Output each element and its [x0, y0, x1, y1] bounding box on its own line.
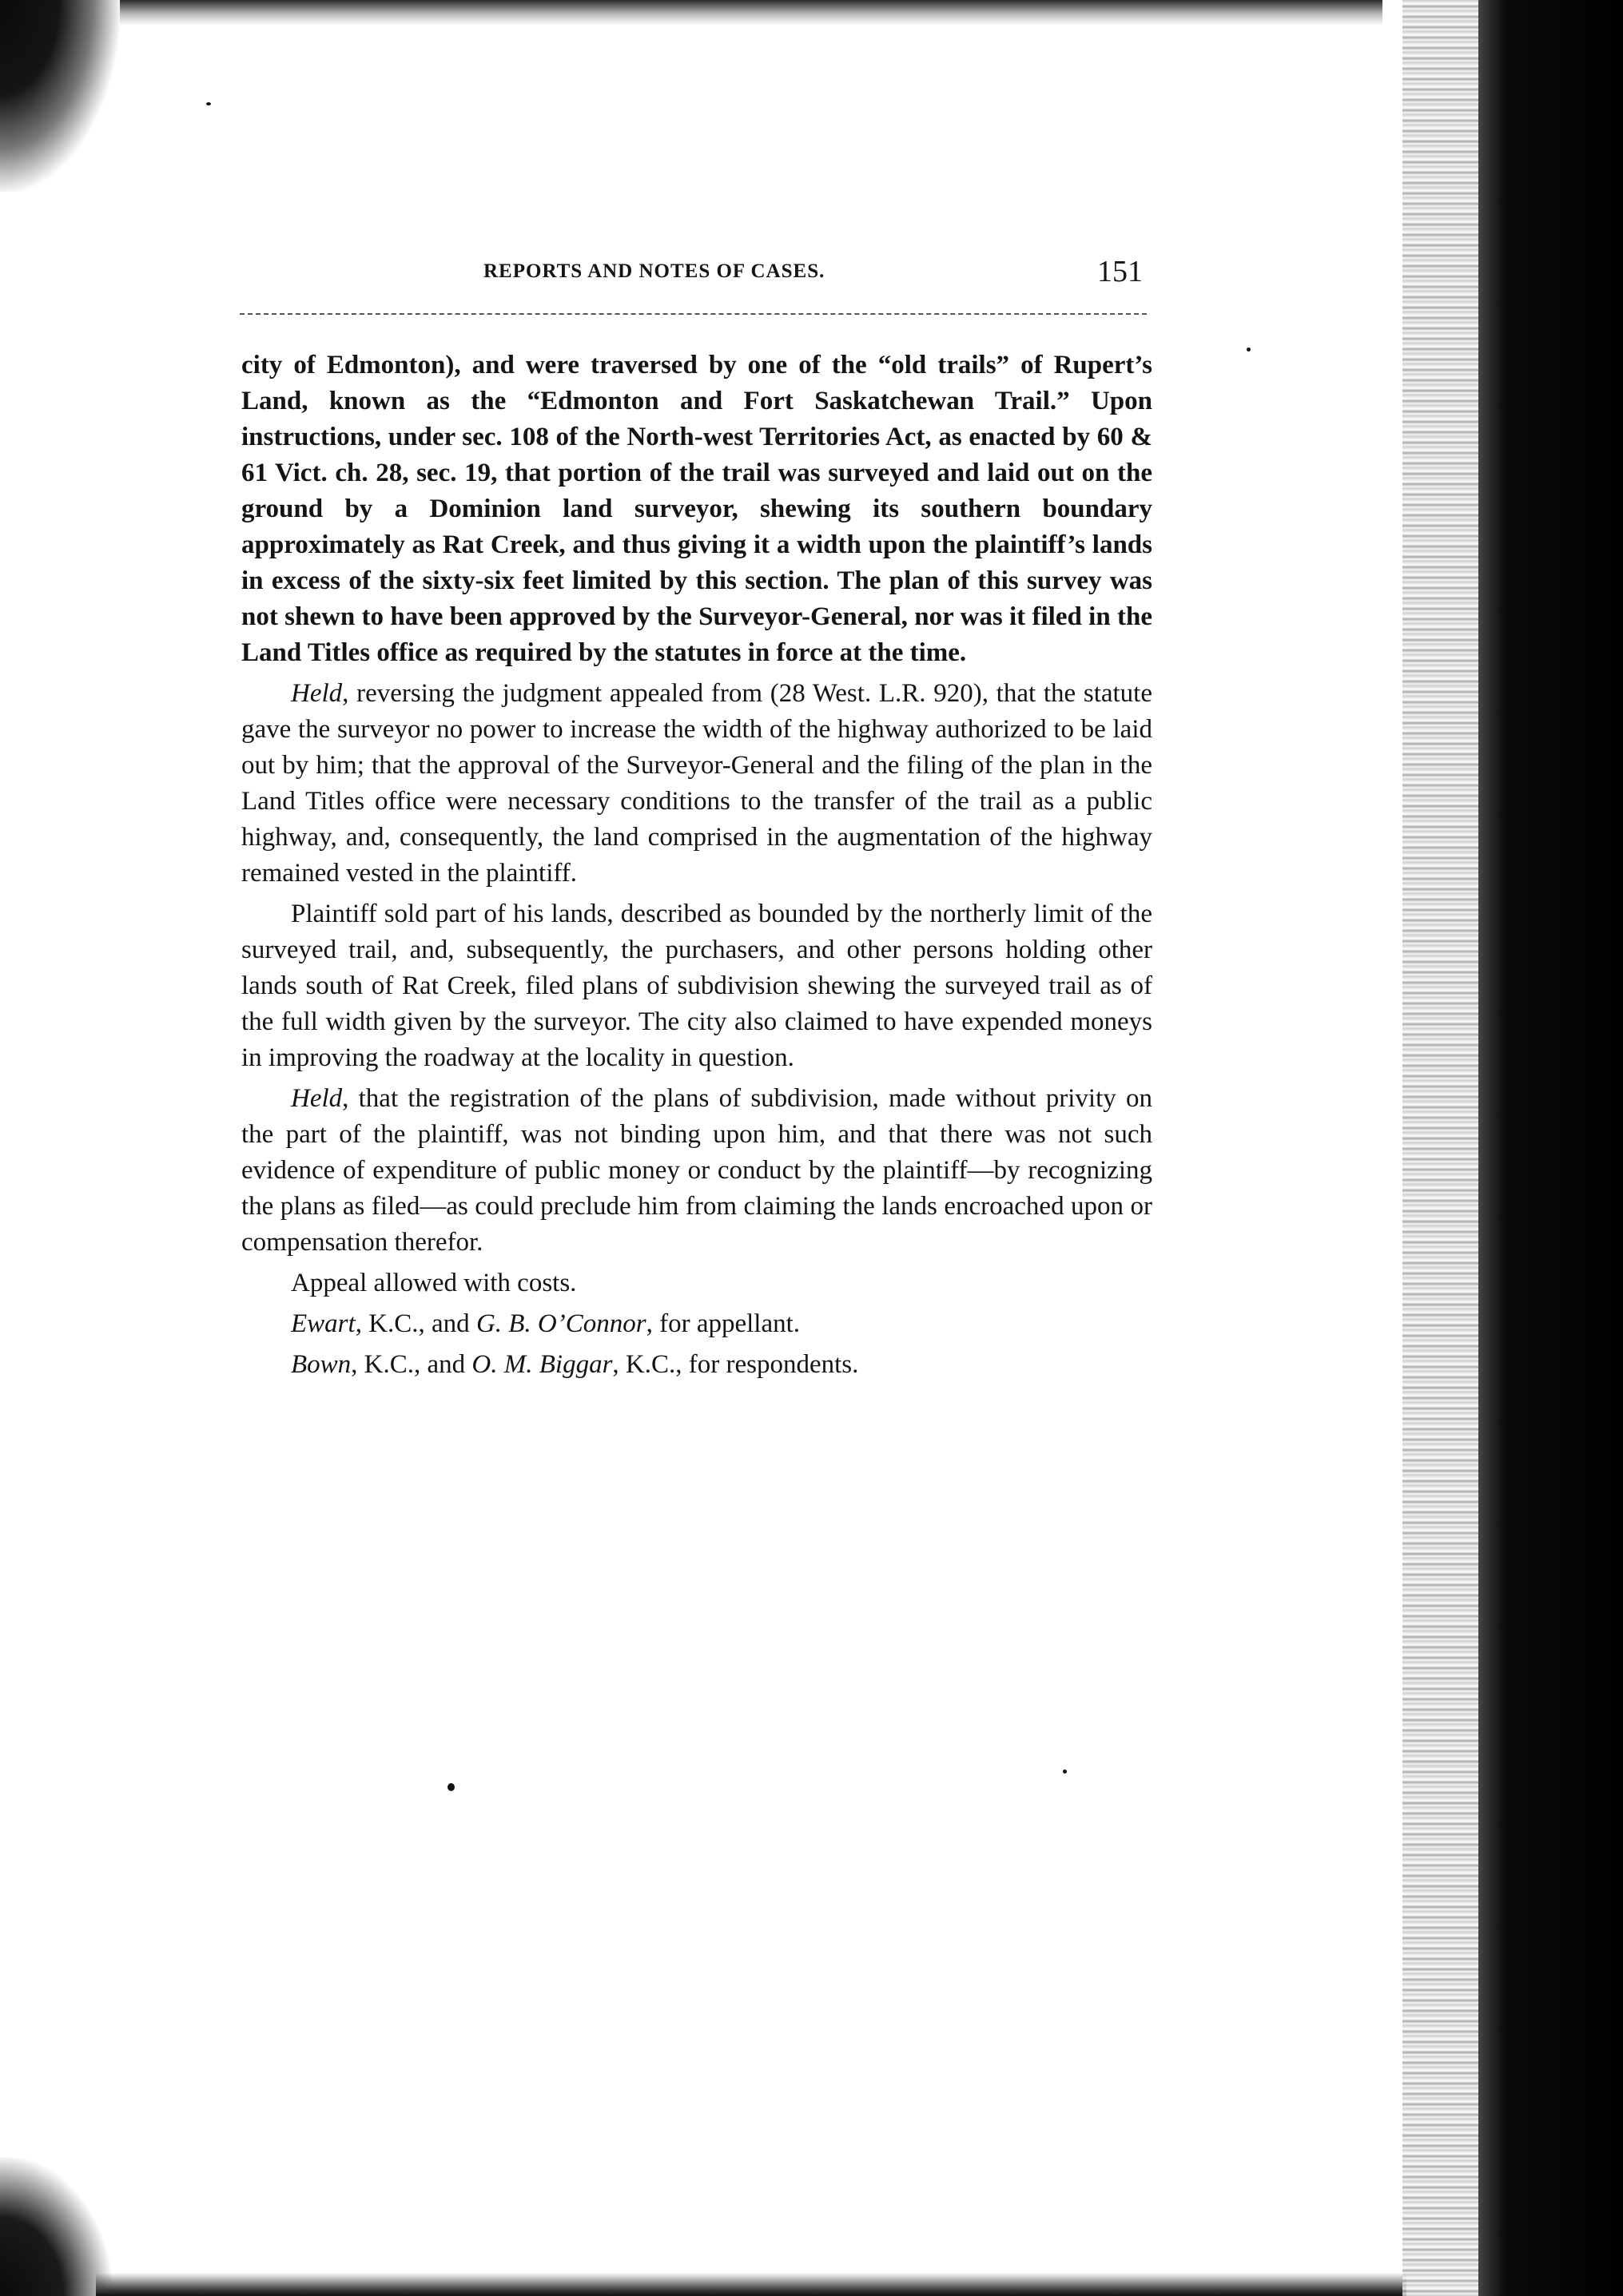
- book-page-edges: [1402, 0, 1490, 2296]
- counsel-name: G. B. O’Connor: [475, 1309, 646, 1338]
- header-rule: [240, 313, 1147, 315]
- page-number: 151: [1097, 255, 1143, 288]
- scan-left-top-shadow: [0, 0, 120, 192]
- counsel-role: , for appellant.: [646, 1309, 801, 1338]
- disposition: Appeal allowed with costs.: [291, 1269, 577, 1297]
- scan-speck: [1247, 348, 1251, 352]
- scan-speck: [448, 1783, 455, 1791]
- holding-text-2: , that the registration of the plans of subdivision, made without privity on the part of the plaintiff, was not binding upon him, and that there was not such evidence of expenditure of public money or conduct by the plaintiff—by recognizing the plans as filed—as could preclude him from claiming the lands encroached upon or compensation therefor.: [241, 1084, 1152, 1257]
- headnote-facts: city of Edmonton), and were traversed by one of the “old trails” of Rupert’s Land, known as the “Edmonton and Fort Saskatchewan Trail.” Upon instructions, under sec. 108 of the North-west Territories Act, as enacted by 60 & 61 Vict. ch. 28, sec. 19, that portion of the trail was surveyed and laid out on the ground by a Dominion land surveyor, shewing its southern boundary approximately as Rat Creek, and thus giving it a width upon the plaintiff’s lands in excess of the sixty-six feet limited by this section. The plan of this survey was not shewn to have been approved by the Surveyor-General, nor was it filed in the Land Titles office as required by the statutes in force at the time.: [241, 351, 1152, 667]
- book-spine-shadow: [1478, 0, 1623, 2296]
- held-label: Held: [291, 679, 343, 708]
- page-body: [241, 348, 1152, 1383]
- facts-paragraph-2: Plaintiff sold part of his lands, described as bounded by the northerly limit of the surveyed trail, and, subsequently, the purchasers, and other persons holding other lands south of Rat Creek, filed plans of subdivision shewing the surveyed trail as of the full width given by the surveyor. The city also claimed to have expended moneys in improving the roadway at the locality in question.: [241, 900, 1152, 1072]
- running-title: REPORTS AND NOTES OF CASES.: [483, 260, 825, 282]
- counsel-name: Ewart: [291, 1309, 356, 1338]
- holding-text-1: , reversing the judgment appealed from (28 West. L.R. 920), that the statute gave the surveyor no power to increase the width of the highway authorized to be laid out by him; that the approval of the Surveyor-General and the filing of the plan in the Land Titles office were necessary conditions to the transfer of the trail as a public highway, and, consequently, the land comprised in the augmentation of the highway remained vested in the plaintiff.: [241, 679, 1152, 888]
- counsel-respondents: [241, 1347, 1152, 1383]
- counsel-role: , K.C., for respondents.: [612, 1350, 859, 1379]
- counsel-appellant: [241, 1306, 1152, 1342]
- holding-paragraph-1: [241, 676, 1152, 892]
- counsel-name: O. M. Biggar: [471, 1350, 613, 1379]
- scan-bottom-edge: [96, 2273, 1406, 2296]
- scan-speck: [206, 102, 211, 105]
- counsel-name: Bown: [291, 1350, 352, 1379]
- counsel-text: , K.C., and: [351, 1350, 472, 1379]
- held-label: Held: [291, 1084, 343, 1113]
- scan-left-bottom-shadow: [0, 2157, 112, 2296]
- scan-speck: [1063, 1770, 1067, 1774]
- running-head: [240, 254, 1143, 296]
- counsel-text: , K.C., and: [355, 1309, 476, 1338]
- holding-paragraph-2: [241, 1081, 1152, 1261]
- scan-top-edge: [120, 0, 1382, 26]
